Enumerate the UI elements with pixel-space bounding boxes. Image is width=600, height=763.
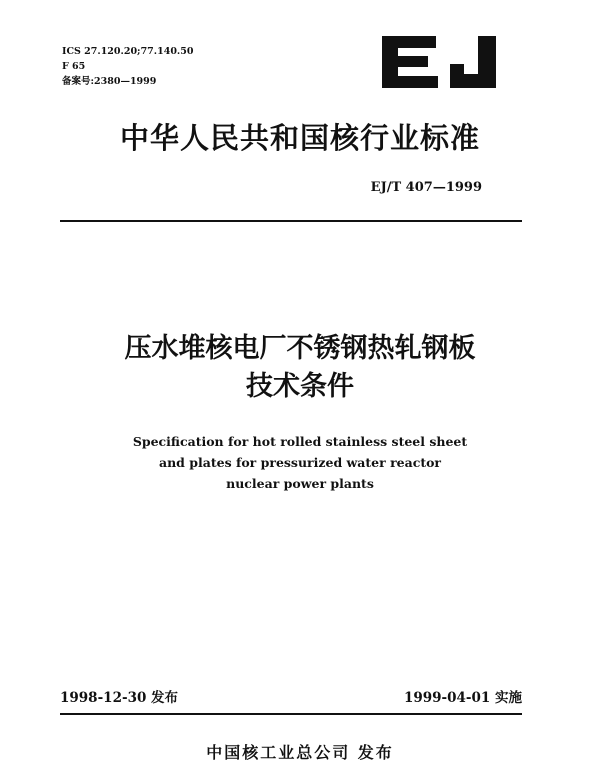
standard-category-title: 中华人民共和国核行业标准 (119, 121, 480, 155)
chinese-title (0, 330, 600, 406)
chinese-title-line-1: 压水堆核电厂不锈钢热轧钢板 (124, 333, 476, 364)
english-title-line-1: Specification for hot rolled stainless steel sheet (132, 434, 468, 449)
top-divider (60, 220, 522, 222)
ics-code: ICS 27.120.20;77.140.50 (62, 46, 194, 57)
ccs-code: F 65 (62, 61, 86, 72)
issue-date: 1998-12-30 发布 (60, 690, 179, 706)
chinese-title-line-2: 技术条件 (246, 371, 354, 402)
bottom-divider (60, 713, 522, 715)
classification-block (62, 44, 193, 89)
english-title-line-2: and plates for pressurized water reactor (158, 455, 442, 470)
implementation-date: 1999-04-01 实施 (403, 690, 522, 706)
filing-number: 备案号:2380—1999 (62, 76, 157, 87)
english-title (0, 431, 600, 494)
english-title-line-3: nuclear power plants (226, 476, 374, 491)
standard-code: EJ/T 407—1999 (370, 180, 482, 195)
publisher: 中国核工业总公司 发布 (206, 743, 394, 762)
ej-logo (378, 34, 506, 90)
